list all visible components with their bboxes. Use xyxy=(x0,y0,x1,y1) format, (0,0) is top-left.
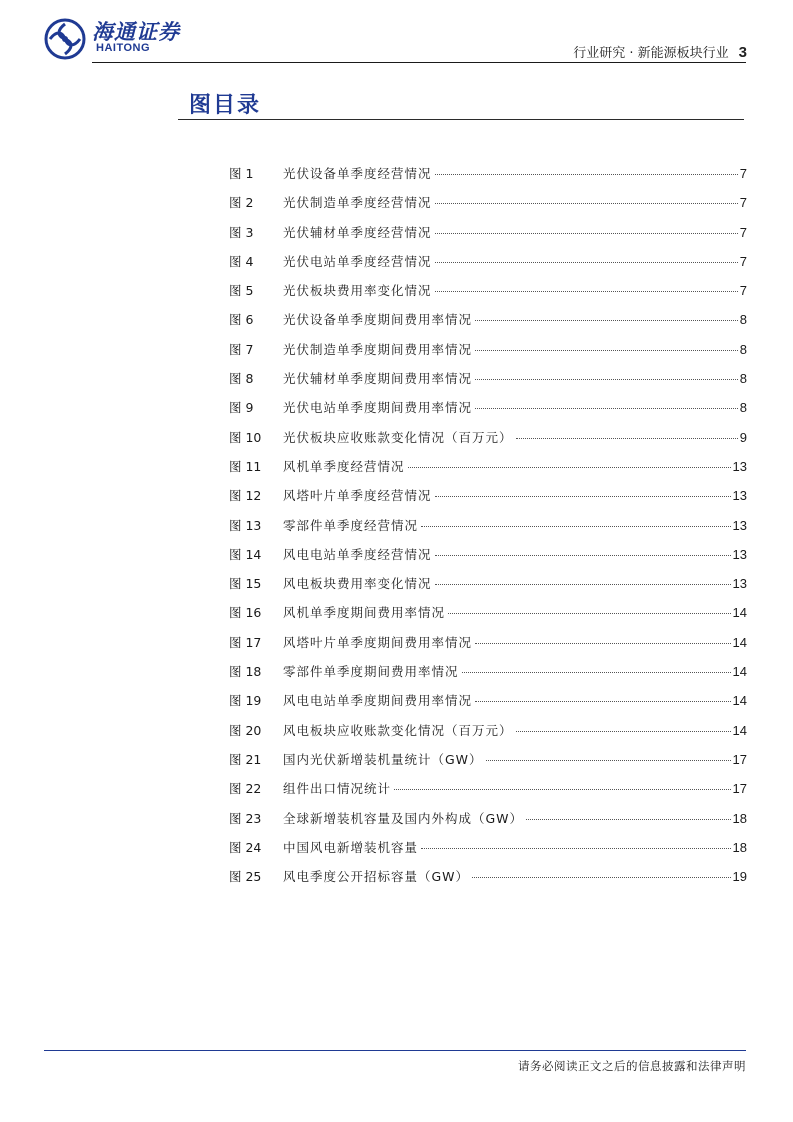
toc-page-number: 7 xyxy=(739,166,747,181)
toc-dot-leader xyxy=(462,672,731,673)
toc-figure-number: 图 12 xyxy=(229,488,262,504)
toc-entry[interactable] xyxy=(229,281,747,310)
toc-page-number: 7 xyxy=(739,224,747,240)
toc-figure-title: 中国风电新增装机容量 xyxy=(283,839,419,855)
toc-dot-leader xyxy=(435,584,731,585)
header-divider xyxy=(92,62,746,63)
toc-figure-number: 图 14 xyxy=(229,546,262,562)
toc-page-number: 17 xyxy=(732,781,747,797)
toc-figure-title: 风塔叶片单季度经营情况 xyxy=(283,488,432,504)
toc-figure-title: 风电电站单季度期间费用率情况 xyxy=(283,693,473,709)
toc-page-number: 14 xyxy=(732,605,747,621)
figure-table-of-contents xyxy=(229,164,747,896)
toc-entry[interactable] xyxy=(229,809,747,838)
toc-figure-number: 图 13 xyxy=(229,517,262,533)
toc-figure-number: 图 7 xyxy=(229,341,254,357)
toc-figure-title: 光伏辅材单季度经营情况 xyxy=(283,224,432,240)
toc-dot-leader xyxy=(435,291,738,292)
toc-page-number: 18 xyxy=(732,839,747,855)
toc-figure-number: 图 24 xyxy=(229,839,262,855)
toc-entry[interactable] xyxy=(229,398,747,427)
toc-figure-number: 图 5 xyxy=(229,283,254,299)
toc-figure-title: 光伏电站单季度经营情况 xyxy=(283,253,432,269)
toc-figure-title: 光伏制造单季度期间费用率情况 xyxy=(283,341,473,357)
toc-page-number: 17 xyxy=(732,751,747,767)
toc-entry[interactable] xyxy=(229,428,747,457)
toc-figure-title: 组件出口情况统计 xyxy=(283,781,392,797)
toc-page-number: 14 xyxy=(732,722,747,738)
toc-dot-leader xyxy=(394,789,731,790)
page-number: 3 xyxy=(738,44,747,61)
toc-dot-leader xyxy=(475,379,738,380)
toc-page-number: 14 xyxy=(732,634,747,650)
toc-figure-title: 光伏板块应收账款变化情况（百万元） xyxy=(283,429,513,445)
toc-entry[interactable] xyxy=(229,457,747,486)
toc-page-number: 13 xyxy=(732,576,747,592)
toc-entry[interactable] xyxy=(229,867,747,896)
footer-disclaimer: 请务必阅读正文之后的信息披露和法律声明 xyxy=(518,1059,746,1073)
toc-page-number: 13 xyxy=(732,517,747,533)
toc-page-number: 7 xyxy=(739,195,747,211)
toc-figure-number: 图 2 xyxy=(229,195,254,211)
toc-figure-title: 零部件单季度经营情况 xyxy=(283,517,419,533)
toc-dot-leader xyxy=(435,496,731,497)
toc-figure-number: 图 9 xyxy=(229,400,254,416)
toc-dot-leader xyxy=(435,233,738,234)
toc-dot-leader xyxy=(475,320,738,321)
toc-dot-leader xyxy=(408,467,731,468)
toc-dot-leader xyxy=(475,350,738,351)
toc-figure-number: 图 19 xyxy=(229,693,262,709)
toc-dot-leader xyxy=(516,731,731,732)
toc-dot-leader xyxy=(421,526,731,527)
toc-page-number: 7 xyxy=(739,253,747,269)
toc-figure-number: 图 16 xyxy=(229,605,262,621)
logo-chinese-name: 海通证券 xyxy=(92,19,180,44)
toc-figure-number: 图 23 xyxy=(229,810,262,826)
toc-entry[interactable] xyxy=(229,838,747,867)
toc-entry[interactable] xyxy=(229,164,747,193)
toc-entry[interactable] xyxy=(229,750,747,779)
toc-page-number: 8 xyxy=(739,371,747,387)
toc-figure-number: 图 10 xyxy=(229,429,262,445)
toc-entry[interactable] xyxy=(229,369,747,398)
toc-page-number: 14 xyxy=(732,693,747,709)
toc-entry[interactable] xyxy=(229,574,747,603)
toc-entry[interactable] xyxy=(229,633,747,662)
toc-figure-title: 光伏制造单季度经营情况 xyxy=(283,195,432,211)
toc-figure-title: 风电季度公开招标容量（GW） xyxy=(283,869,470,885)
toc-figure-number: 图 11 xyxy=(229,458,262,474)
footer-divider xyxy=(44,1050,746,1051)
toc-entry[interactable] xyxy=(229,340,747,369)
toc-page-number: 8 xyxy=(739,312,747,328)
toc-figure-title: 光伏设备单季度期间费用率情况 xyxy=(283,312,473,328)
toc-dot-leader xyxy=(475,701,731,702)
toc-figure-title: 风电电站单季度经营情况 xyxy=(283,546,432,562)
haitong-logo-icon xyxy=(44,18,86,60)
logo-english-name: HAITONG xyxy=(96,42,151,54)
toc-dot-leader xyxy=(421,848,731,849)
toc-entry[interactable] xyxy=(229,779,747,808)
toc-figure-number: 图 18 xyxy=(229,664,262,680)
toc-dot-leader xyxy=(435,203,738,204)
toc-entry[interactable] xyxy=(229,193,747,222)
toc-entry[interactable] xyxy=(229,662,747,691)
toc-page-number: 13 xyxy=(732,458,747,474)
toc-entry[interactable] xyxy=(229,691,747,720)
toc-figure-number: 图 17 xyxy=(229,634,262,650)
toc-entry[interactable] xyxy=(229,310,747,339)
toc-page-number: 8 xyxy=(739,341,747,357)
toc-entry[interactable] xyxy=(229,252,747,281)
toc-figure-number: 图 22 xyxy=(229,781,262,797)
toc-figure-title: 风机单季度期间费用率情况 xyxy=(283,605,446,621)
title-divider xyxy=(178,119,744,120)
page-title: 图目录 xyxy=(189,93,262,118)
toc-figure-title: 风机单季度经营情况 xyxy=(283,458,405,474)
toc-dot-leader xyxy=(435,555,731,556)
toc-page-number: 9 xyxy=(739,429,747,445)
toc-dot-leader xyxy=(526,819,730,820)
toc-dot-leader xyxy=(435,174,738,175)
toc-dot-leader xyxy=(448,613,731,614)
toc-dot-leader xyxy=(486,760,731,761)
toc-figure-number: 图 15 xyxy=(229,576,262,592)
toc-page-number: 13 xyxy=(732,546,747,562)
toc-figure-title: 光伏板块费用率变化情况 xyxy=(283,283,432,299)
toc-figure-title: 风电板块应收账款变化情况（百万元） xyxy=(283,722,513,738)
toc-entry[interactable] xyxy=(229,545,747,574)
toc-dot-leader xyxy=(472,877,730,878)
toc-figure-title: 光伏设备单季度经营情况 xyxy=(283,166,432,181)
toc-figure-title: 国内光伏新增装机量统计（GW） xyxy=(283,751,483,767)
toc-figure-number: 图 6 xyxy=(229,312,254,328)
toc-entry[interactable] xyxy=(229,516,747,545)
toc-dot-leader xyxy=(435,262,738,263)
header-section: 行业研究 · 新能源板块行业 xyxy=(573,46,729,61)
toc-page-number: 18 xyxy=(732,810,747,826)
toc-page-number: 8 xyxy=(739,400,747,416)
toc-entry[interactable] xyxy=(229,721,747,750)
toc-figure-title: 风塔叶片单季度期间费用率情况 xyxy=(283,634,473,650)
toc-figure-number: 图 1 xyxy=(229,166,254,181)
header-section-info xyxy=(573,42,747,61)
toc-dot-leader xyxy=(516,438,738,439)
toc-page-number: 13 xyxy=(732,488,747,504)
toc-figure-title: 风电板块费用率变化情况 xyxy=(283,576,432,592)
toc-page-number: 7 xyxy=(739,283,747,299)
toc-figure-number: 图 21 xyxy=(229,751,262,767)
toc-figure-number: 图 8 xyxy=(229,371,254,387)
toc-figure-title: 全球新增装机容量及国内外构成（GW） xyxy=(283,810,524,826)
toc-entry[interactable] xyxy=(229,223,747,252)
toc-figure-number: 图 3 xyxy=(229,224,254,240)
toc-figure-title: 零部件单季度期间费用率情况 xyxy=(283,664,459,680)
toc-entry[interactable] xyxy=(229,486,747,515)
toc-figure-title: 光伏电站单季度期间费用率情况 xyxy=(283,400,473,416)
toc-figure-title: 光伏辅材单季度期间费用率情况 xyxy=(283,371,473,387)
toc-figure-number: 图 25 xyxy=(229,869,262,885)
toc-entry[interactable] xyxy=(229,603,747,632)
toc-page-number: 19 xyxy=(732,869,747,885)
toc-page-number: 14 xyxy=(732,664,747,680)
toc-figure-number: 图 4 xyxy=(229,253,254,269)
toc-figure-number: 图 20 xyxy=(229,722,262,738)
toc-dot-leader xyxy=(475,408,738,409)
page-header xyxy=(0,0,793,70)
toc-dot-leader xyxy=(475,643,731,644)
